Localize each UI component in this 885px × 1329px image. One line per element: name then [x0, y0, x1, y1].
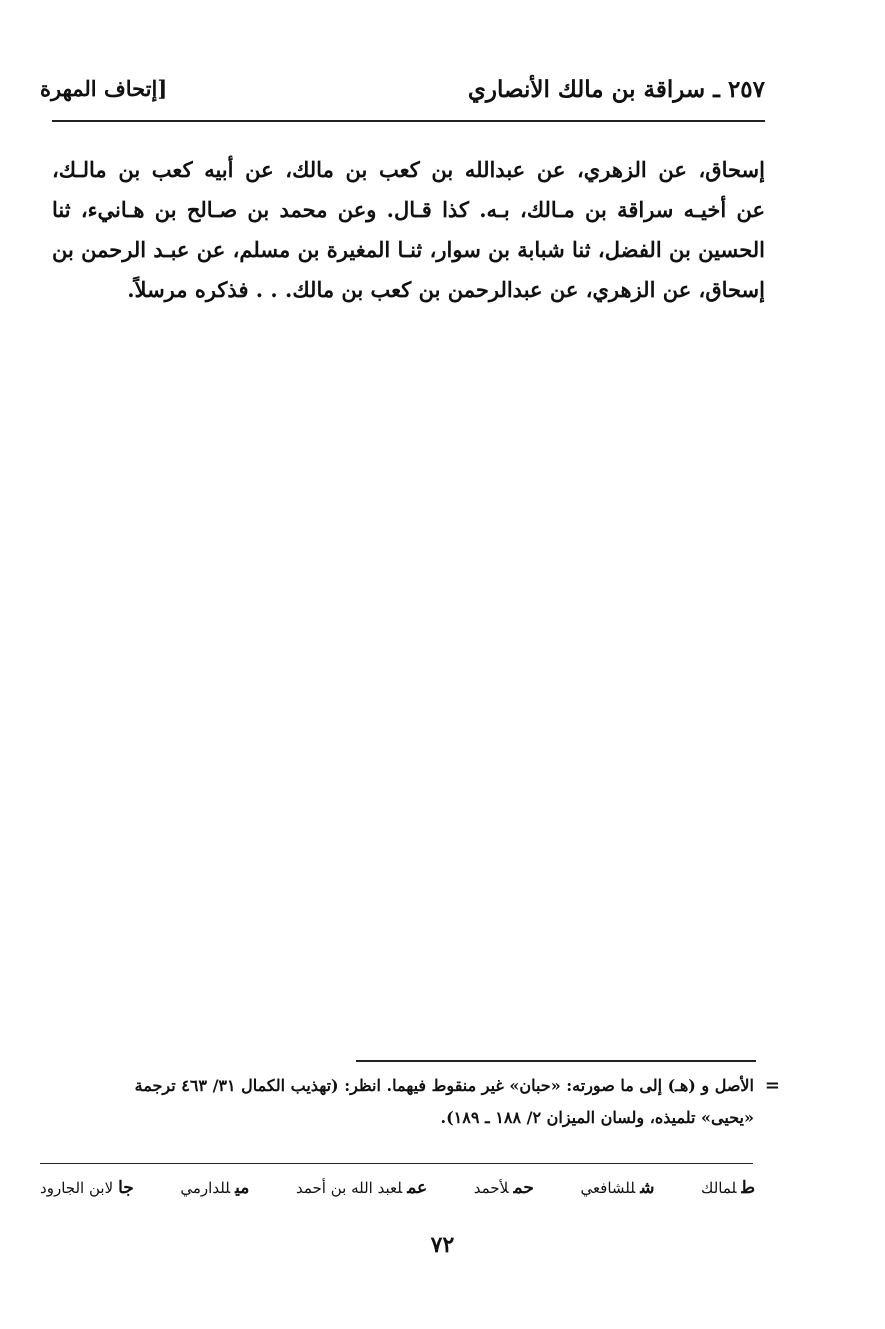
abbreviation-label: لمالك — [701, 1179, 737, 1197]
text-line: إسحاق، عن الزهري، عن عبدالرحمن بن كعب بن مالك. . . فذكره مرسلاً. — [127, 277, 765, 302]
page-header — [40, 70, 765, 110]
text-line: إسحاق، عن الزهري، عن عبدالله بن كعب بن مالك، عن أبيه كعب بن مالـك، — [52, 157, 765, 182]
abbreviation-item — [40, 1178, 134, 1198]
abbreviation-code: حم — [513, 1178, 534, 1198]
entry-title: ٢٥٧ ـ سراقة بن مالك الأنصاري — [467, 76, 765, 103]
abbreviation-item — [180, 1178, 249, 1198]
abbreviation-code: جا — [118, 1178, 134, 1198]
footnote-line: الأصل و (هـ) إلى ما صورته: «حبان» غير منقوط فيهما. انظر: (تهذيب الكمال ٣١/ ٤٦٣ ترجمة — [134, 1076, 754, 1095]
book-title: [إتحاف المهرة — [40, 76, 168, 101]
abbreviation-code: ط — [741, 1178, 755, 1198]
abbreviation-item — [296, 1178, 427, 1198]
header-divider — [52, 120, 765, 122]
abbreviations-key — [40, 1178, 755, 1198]
footnote-divider — [356, 1060, 756, 1062]
abbreviation-label: لعبد الله بن أحمد — [295, 1179, 403, 1197]
abbreviation-code: عم — [407, 1178, 428, 1198]
abbreviation-label: لأحمد — [473, 1179, 509, 1197]
abbreviations-divider — [40, 1163, 753, 1164]
text-line: الحسين بن الفضل، ثنا شبابة بن سوار، ثنـا المغيرة بن مسلم، عن عبـد الرحمن بن — [52, 237, 765, 262]
text-line: عن أخيـه سراقة بن مـالك، بـه. كذا قـال. وعن محمد بن صـالح بن هـانيء، ثنا — [52, 197, 765, 222]
footnote-line: «يحيى» تلميذه، ولسان الميزان ٢/ ١٨٨ ـ ١٨٩). — [440, 1108, 754, 1127]
footnote — [40, 1070, 780, 1134]
main-text — [52, 150, 765, 310]
abbreviation-label: للشافعي — [580, 1179, 636, 1197]
abbreviation-code: مي — [235, 1178, 250, 1198]
abbreviation-item — [474, 1178, 534, 1198]
abbreviation-code: ش — [640, 1178, 655, 1198]
page-number: ٧٢ — [430, 1232, 455, 1258]
footnote-continuation-mark: = — [764, 1075, 780, 1096]
abbreviation-item — [701, 1178, 755, 1198]
abbreviation-label: للدارمي — [180, 1179, 231, 1197]
abbreviation-label: لابن الجارود — [40, 1179, 114, 1197]
abbreviation-item — [580, 1178, 654, 1198]
